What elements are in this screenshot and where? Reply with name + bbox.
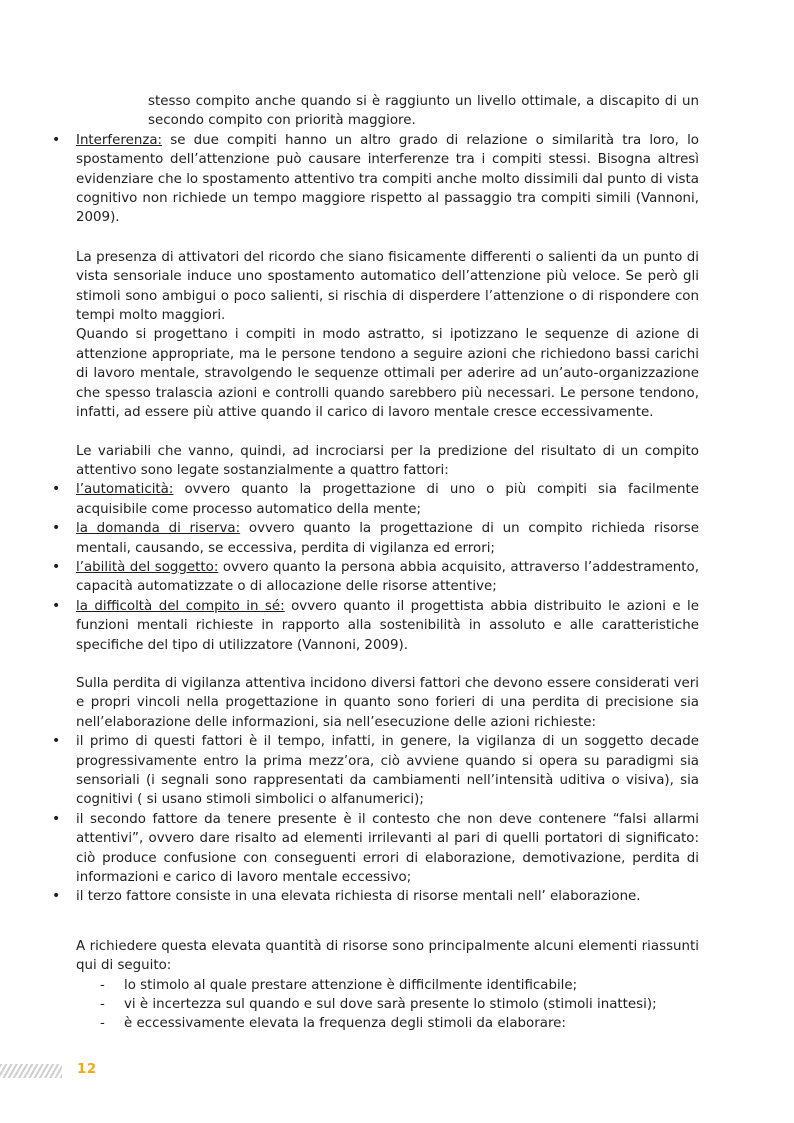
list-term: la domanda di riserva: [76, 521, 241, 537]
paragraph: Quando si progettano i compiti in modo astratto, si ipotizzano le sequenze di azione di attenzione appropriate, ma le persone tendono a seguire azioni che richiedono bassi carichi di lavoro mentale, stravolgendo le sequenze ottimali per aderire ad un’auto-organizzazione che spesso tralascia azioni e controlli quando sarebbero più necessari. Le persone tendono, infatti, ad essere più attive quando il carico di lavoro mentale cresce eccessivamente. [76, 327, 699, 421]
list-item: - lo stimolo al quale prestare attenzione è difficilmente identificabile; [100, 976, 699, 995]
page-number: 12 [77, 1062, 98, 1077]
list-item [76, 558, 699, 597]
list-term: l’abilità del soggetto: [76, 559, 219, 575]
interference-list [76, 131, 699, 228]
list-term: la difficoltà del compito in sé: [76, 598, 285, 614]
list-text: ovvero quanto il progettista abbia distribuito le azioni e le funzioni mentali richieste in rapporto alla sostenibilità in assoluto e alle caratteristiche specifiche del tipo di utilizzatore (Vannoni, 2009). [76, 598, 699, 653]
paragraph: Sulla perdita di vigilanza attentiva incidono diversi fattori che devono essere considerati veri e propri vincoli nella progettazione in quanto sono forieri di una perdita di precisione sia nell’elaborazione delle informazioni, sia nell’esecuzione delle azioni richieste: [76, 675, 699, 730]
list-item [76, 597, 699, 655]
footer-decoration [0, 1064, 70, 1078]
list-item [76, 131, 699, 228]
list-text: se due compiti hanno un altro grado di relazione o similarità tra loro, lo spostamento dell’attenzione può causare interferenze tra i compiti stessi. Bisogna altresì evidenziare che lo spostamento attentivo tra compiti anche molto dissimili dal punto di vista cognitivo non richiede un tempo maggiore rispetto al passaggio tra compiti simili (Vannoni, 2009). [76, 132, 699, 226]
continued-text: stesso compito anche quando si è raggiunto un livello ottimale, a discapito di un secondo compito con priorità maggiore. [148, 94, 699, 129]
stripes-decoration [0, 1064, 62, 1078]
list-item: - vi è incertezza sul quando e sul dove sarà presente lo stimolo (stimoli inattesi); [100, 995, 699, 1014]
vigilance-list [76, 732, 699, 907]
list-item: - è eccessivamente elevata la frequenza degli stimoli da elaborare: [100, 1014, 699, 1033]
paragraph: A richiedere questa elevata quantità di risorse sono principalmente alcuni elementi riassunti qui di seguito: [76, 938, 699, 974]
list-text: ovvero quanto la persona abbia acquisito, attraverso l’addestramento, capacità automatizzate o di allocazione delle risorse attentive; [76, 559, 699, 595]
list-item [76, 519, 699, 558]
list-term: l’automaticità: [76, 482, 174, 498]
factors-list [76, 480, 699, 655]
paragraph: La presenza di attivatori del ricordo che siano fisicamente differenti o salienti da un punto di vista sensoriale induce uno spostamento automatico dell’attenzione più veloce. Se però gli stimoli sono ambigui o poco salienti, si rischia di disperdere l’attenzione o di rispondere con tempi molto maggiori. [76, 249, 699, 324]
list-item: • il primo di questi fattori è il tempo, infatti, in genere, la vigilanza di un soggetto decade progressivamente entro la prima mezz’ora, ciò avviene quando si opera su paradigmi sia sensoriali (i segnali sono rappresentati da cambiamenti nell’intensità uditiva o visiva), sia cognitivi ( si usano stimoli simbolici o alfanumerici); [76, 732, 699, 810]
list-text: ovvero quanto la progettazione di un compito richieda risorse mentali, causando, se eccessiva, perdita di vigilanza ed errori; [76, 521, 699, 556]
list-text: ovvero quanto la progettazione di uno o più compiti sia facilmente acquisibile come processo automatico della mente; [76, 482, 699, 517]
elements-list [100, 976, 699, 1034]
list-item: • il secondo fattore da tenere presente è il contesto che non deve contenere “falsi allarmi attentivi”, ovvero dare risalto ad elementi irrilevanti al pari di quelli portatori di significato: ciò produce confusione con conseguenti errori di elaborazione, demotivazione, perdita di informazioni e carico di lavoro mentale eccessivo; [76, 810, 699, 888]
page-body [76, 92, 699, 1034]
paragraph: Le variabili che vanno, quindi, ad incrociarsi per la predizione del risultato di un compito attentivo sono legate sostanzialmente a quattro fattori: [76, 443, 699, 478]
list-item [76, 480, 699, 519]
list-item: • il terzo fattore consiste in una elevata richiesta di risorse mentali nell’ elaborazione. [76, 887, 699, 906]
list-term: Interferenza: [76, 132, 163, 148]
